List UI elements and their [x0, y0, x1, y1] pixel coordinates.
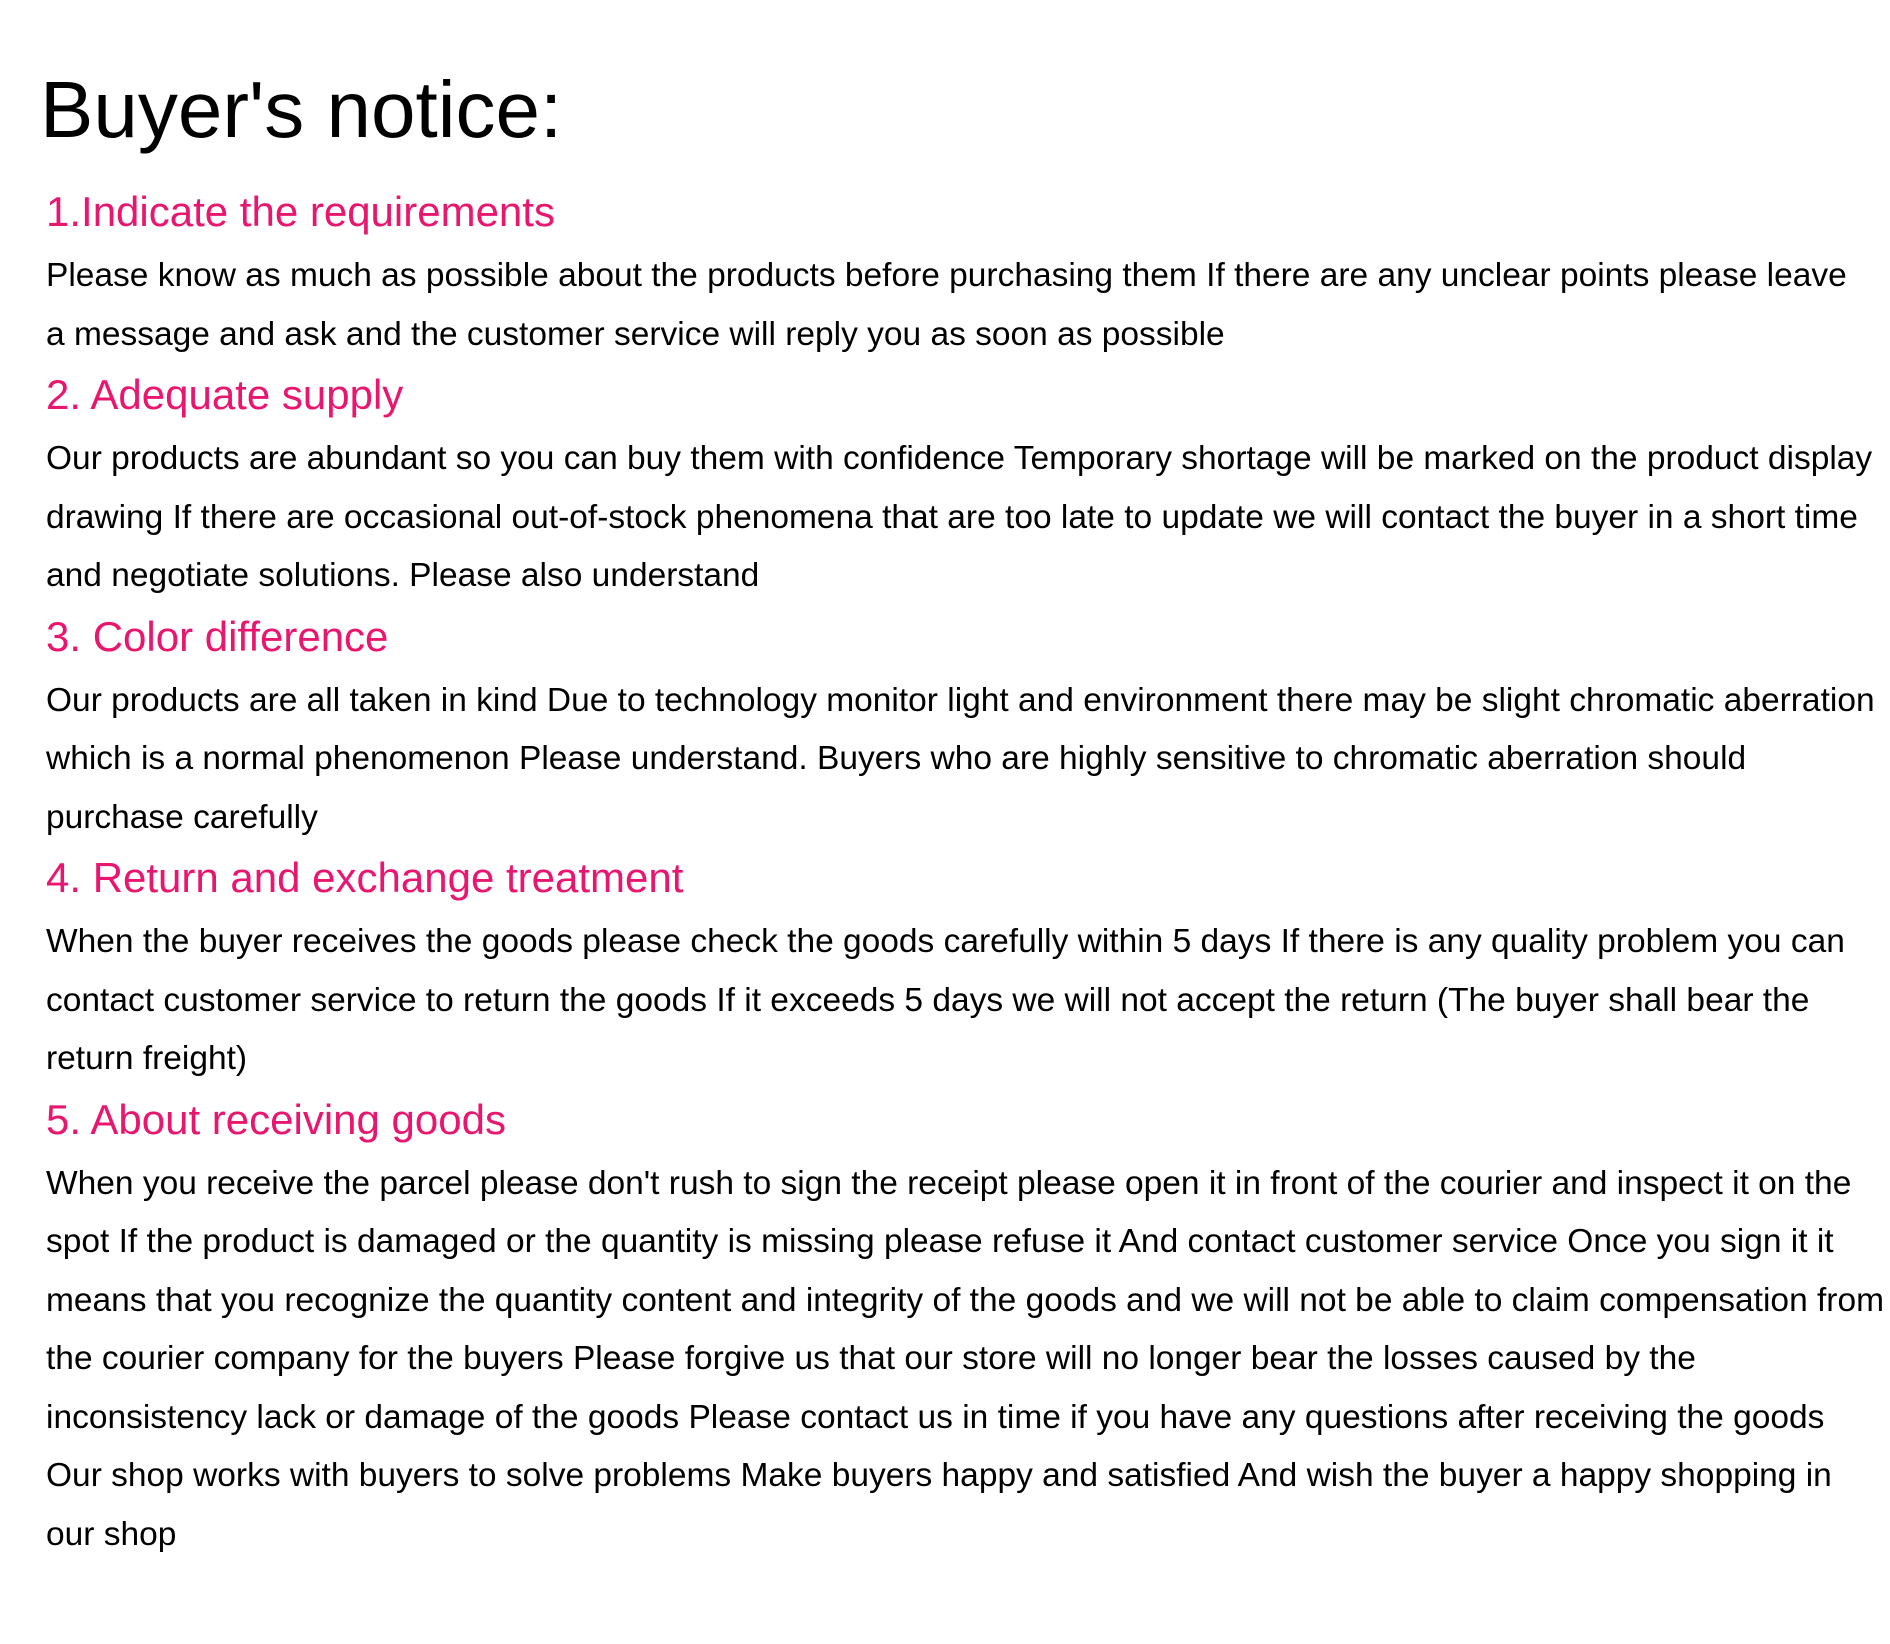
- text-line: When you receive the parcel please don't rush to sign the receipt please open it in front of the courier and inspect it on the: [46, 1164, 1852, 1202]
- section-text: [46, 1149, 1886, 1567]
- text-line: a message and ask and the customer service will reply you as soon as possible: [46, 315, 1225, 353]
- text-line: inconsistency lack or damage of the goods Please contact us in time if you have any questions after receiving the goods: [46, 1398, 1825, 1436]
- section-color-difference: [46, 608, 1886, 850]
- text-line: means that you recognize the quantity content and integrity of the goods and we will not be able to claim compensation from: [46, 1281, 1885, 1319]
- text-line: our shop: [46, 1515, 177, 1553]
- section-return-exchange: [46, 849, 1886, 1091]
- section-heading: 2. Adequate supply: [46, 371, 404, 418]
- text-line: Please know as much as possible about the products before purchasing them If there are any unclear points please leave: [46, 257, 1847, 294]
- section-text: [46, 907, 1886, 1091]
- section-heading: 4. Return and exchange treatment: [46, 854, 684, 901]
- text-line: Our products are abundant so you can buy them with confidence Temporary shortage will be marked on the product display: [46, 440, 1873, 477]
- text-line: When the buyer receives the goods please check the goods carefully within 5 days If there is any quality problem you can: [46, 923, 1845, 960]
- section-heading: 5. About receiving goods: [46, 1095, 506, 1143]
- text-line: which is a normal phenomenon Please understand. Buyers who are highly sensitive to chromatic aberration should: [46, 740, 1747, 777]
- text-line: the courier company for the buyers Please forgive us that our store will no longer bear the losses caused by the: [46, 1340, 1696, 1377]
- text-line: Our products are all taken in kind Due to technology monitor light and environment there may be slight chromatic aberration: [46, 681, 1875, 719]
- section-text: [46, 424, 1886, 608]
- text-line: and negotiate solutions. Please also understand: [46, 557, 760, 594]
- text-line: return freight): [46, 1040, 248, 1077]
- text-line: drawing If there are occasional out-of-stock phenomena that are too late to update we will contact the buyer in a short time: [46, 498, 1858, 536]
- section-adequate-supply: [46, 366, 1886, 608]
- section-requirements: [46, 183, 1886, 366]
- text-line: purchase carefully: [46, 798, 318, 836]
- section-receiving-goods: [46, 1091, 1886, 1567]
- section-text: [46, 241, 1886, 366]
- section-heading: 1.Indicate the requirements: [46, 188, 555, 235]
- section-heading: 3. Color difference: [46, 612, 389, 660]
- text-line: spot If the product is damaged or the quantity is missing please refuse it And contact customer service Once you sign it it: [46, 1223, 1834, 1260]
- section-text: [46, 666, 1886, 850]
- page-title: Buyer's notice:: [40, 65, 563, 154]
- text-line: Our shop works with buyers to solve problems Make buyers happy and satisfied And wish the buyer a happy shopping in: [46, 1457, 1832, 1494]
- notice-content: [46, 183, 1886, 1566]
- text-line: contact customer service to return the goods If it exceeds 5 days we will not accept the return (The buyer shall bear the: [46, 981, 1810, 1019]
